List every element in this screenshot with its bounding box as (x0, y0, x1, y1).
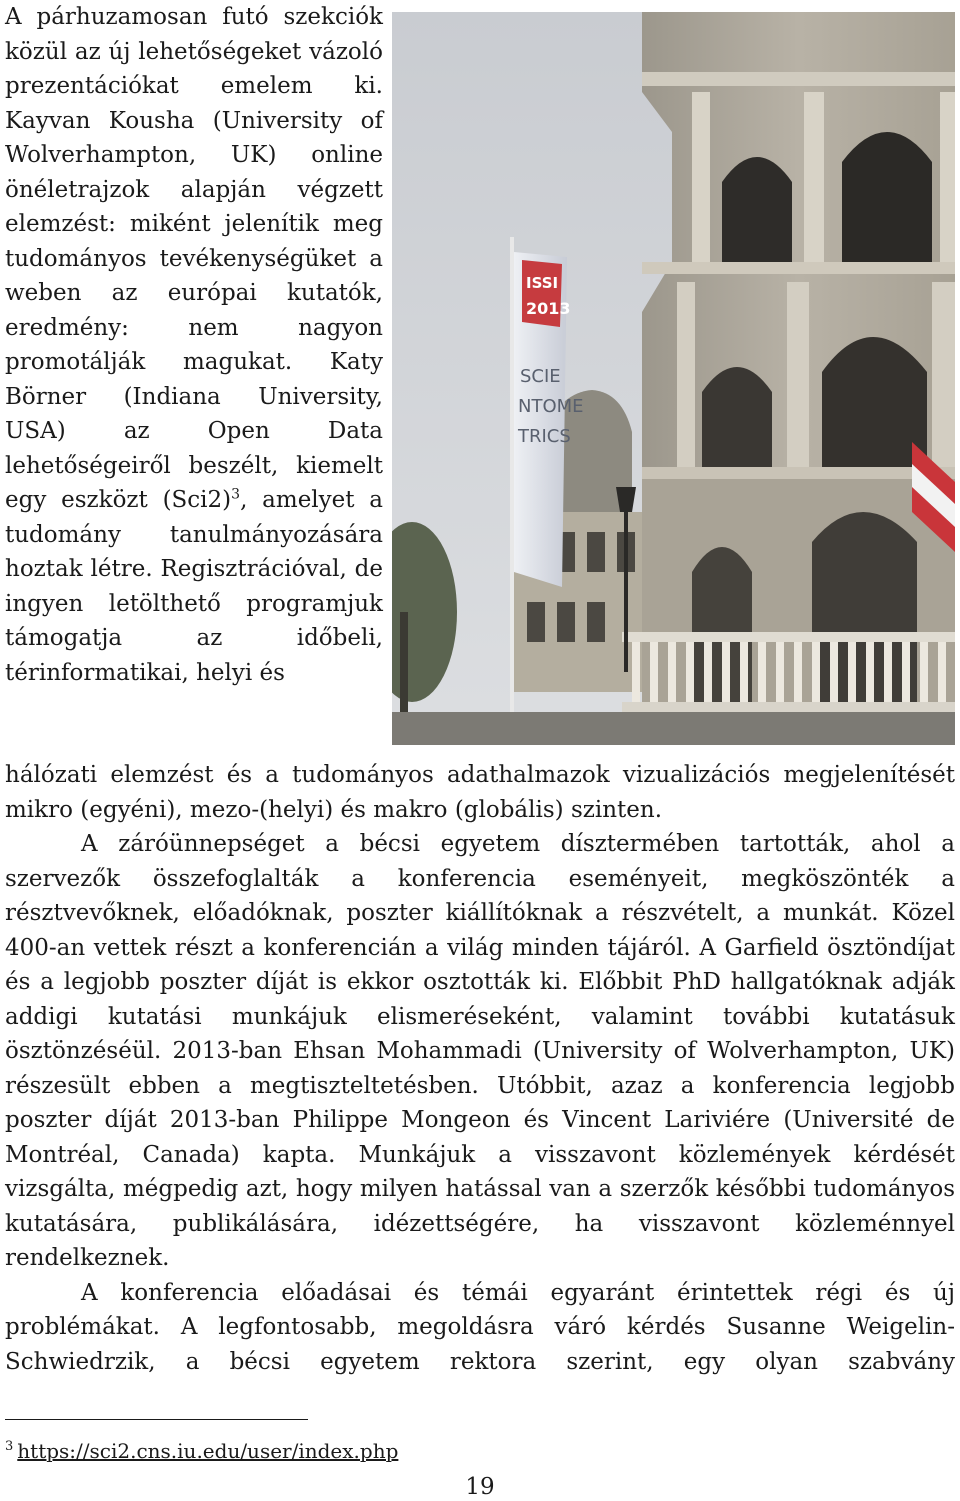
conference-venue-photo (392, 12, 955, 745)
footnote-link[interactable]: https://sci2.cns.iu.edu/user/index.php (17, 1439, 399, 1463)
footnote-number: 3 (5, 1439, 14, 1455)
banner-issi-label: ISSI (526, 274, 559, 292)
paragraph-sections-intro (5, 0, 383, 690)
narrow-text-column (5, 0, 383, 690)
banner-text-line-1: SCIE (520, 366, 561, 387)
page-number: 19 (465, 1474, 495, 1500)
paragraph-closing-ceremony: A záróünnepséget a bécsi egyetem dísztermében tartották, ahol a szervezők összefoglalták a konferencia eseményeit, megköszönték a résztvevőknek, előadóknak, poszter kiállítóknak a részvételt, a munkát. Közel 400-an vettek részt a konferencián a világ minden tájáról. A Garfield ösztöndíjat és a legjobb poszter díját is ekkor osztották ki. Előbbit PhD hallgatóknak adják addigi kutatási munkájuk elismeréseként, valamint további kutatásuk ösztönzéséül. 2013-ban Ehsan Mohammadi (University of Wolverhampton, UK) részesült ebben a megtiszteltetésben. Utóbbit, azaz a konferencia legjobb poszter díját 2013-ban Philippe Mongeon és Vincent Lariviére (Université de Montréal, Canada) kapta. Munkájuk a visszavont közlemények kérdését vizsgálta, mégpedig azt, hogy milyen hatással van a szerzők későbbi tudományos kutatására, publikálására, idézettségére, ha visszavont közleménnyel rendelkeznek. (5, 831, 955, 1271)
paragraph-continuation: hálózati elemzést és a tudományos adathalmazok vizualizációs megjelenítését mikro (egyéni), mezo-(helyi) és makro (globális) szinten. (5, 762, 955, 823)
body-text (5, 758, 955, 1379)
footnote (5, 1437, 398, 1465)
paragraph-text-part-2: , amelyet a tudomány tanulmányozására hoztak létre. Regisztrációval, de ingyen letölthető programjuk támogatja az időbeli, térinformatikai, helyi és (5, 487, 384, 686)
footnote-reference[interactable]: 3 (231, 486, 241, 503)
banner-year-label: 2013 (526, 299, 571, 318)
banner-text-line-2: NTOME (518, 396, 584, 417)
banner-text-line-3: TRICS (518, 426, 571, 447)
footnote-separator (5, 1419, 308, 1420)
building-illustration (392, 12, 955, 745)
paragraph-problems: A konferencia előadásai és témái egyaránt érintettek régi és új problémákat. A legfontosabb, megoldásra váró kérdés Susanne Weigelin-Schwiedrzik, a bécsi egyetem rektora szerint, egy olyan szabvány (5, 1279, 955, 1375)
paragraph-text-part-1: A párhuzamosan futó szekciók közül az új lehetőségeket vázoló prezentációkat emelem ki. Kayvan Kousha (University of Wolverhampton, UK) online önéletrajzok alapján végzett elemzést: miként jelenítik meg tudományos tevékenységüket a weben az európai kutatók, eredmény: nem nagyon promotálják magukat. Katy Börner (Indiana University, USA) az Open Data lehetőségeiről beszélt, kiemelt egy eszközt (Sci2) (5, 4, 383, 513)
